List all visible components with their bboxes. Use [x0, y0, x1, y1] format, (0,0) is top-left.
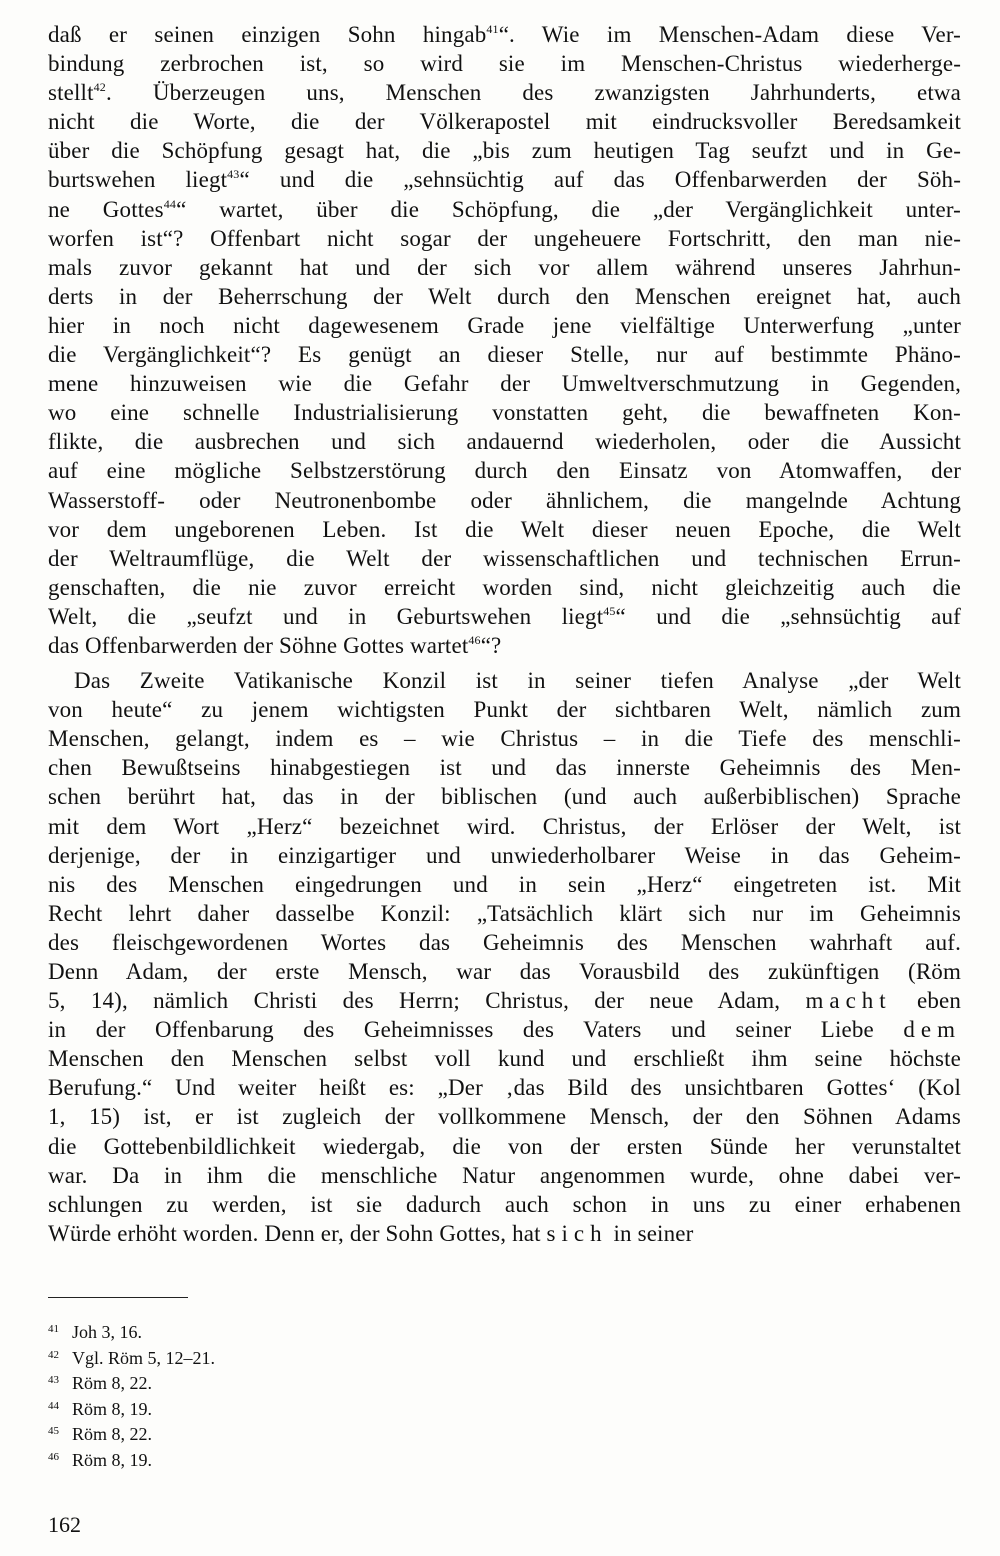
- text-run: Wasserstoff- oder Neutronenbombe oder ähnlichem, die mangelnde Achtung: [48, 487, 961, 513]
- text-line: [48, 107, 961, 136]
- text-run: in seiner: [607, 1220, 694, 1246]
- text-line: [48, 544, 961, 573]
- text-run: . Überzeugen uns, Menschen des zwanzigsten Jahrhunderts, etwa: [105, 80, 961, 106]
- text-line: [48, 398, 961, 427]
- text-line: [48, 1015, 961, 1044]
- text-run: “?: [480, 632, 502, 658]
- text-line: [48, 666, 961, 695]
- text-line: [48, 870, 961, 899]
- text-run: genschaften, die nie zuvor erreicht worden sind, nicht gleichzeitig auch die: [48, 574, 961, 600]
- footnote-text: Röm 8, 19.: [72, 1449, 153, 1470]
- text-run: nis des Menschen eingedrungen und in sein „Herz“ eingetreten ist. Mit: [48, 871, 961, 897]
- text-line: [48, 456, 961, 485]
- text-run: über die Schöpfung gesagt hat, die „bis zum heutigen Tag seufzt und in Ge-: [48, 138, 961, 164]
- text-line: [48, 282, 961, 311]
- text-run: Berufung.“ Und weiter heißt es: „Der ‚das Bild des unsichtbaren Gottes‘ (Kol: [48, 1075, 961, 1101]
- text-run: 1, 15) ist, er ist zugleich der vollkommene Mensch, der den Söhnen Adams: [48, 1104, 961, 1130]
- text-line: [48, 1161, 961, 1190]
- text-run: die Gottebenbildlichkeit wiedergab, die von der ersten Sünde her verunstaltet: [48, 1133, 961, 1159]
- text-line: [48, 427, 961, 456]
- text-run: schlungen zu werden, ist sie dadurch auch schon in uns zu einer erhabenen: [48, 1191, 961, 1217]
- text-run: eben: [891, 988, 961, 1014]
- text-line: [48, 782, 961, 811]
- text-run: derts in der Beherrschung der Welt durch den Menschen ereignet hat, auch: [48, 283, 961, 309]
- text-run: vor dem ungeborenen Leben. Ist die Welt dieser neuen Epoche, die Welt: [48, 516, 961, 542]
- text-line: [48, 340, 961, 369]
- text-line: [48, 1044, 961, 1073]
- body-text: [48, 20, 961, 1248]
- text-run: mit dem Wort „Herz“ bezeichnet wird. Christus, der Erlöser der Welt, ist: [48, 813, 961, 839]
- text-line: [48, 1102, 961, 1131]
- text-run: in der Offenbarung des Geheimnisses des Vaters und seiner Liebe: [48, 1017, 904, 1043]
- text-run: schen berührt hat, das in der biblischen (und auch außerbiblischen) Sprache: [48, 784, 961, 810]
- text-run: wo eine schnelle Industrialisierung vonstatten geht, die bewaffneten Kon-: [48, 400, 961, 426]
- emphasized-text: sich: [546, 1220, 608, 1246]
- text-line: [48, 631, 961, 660]
- text-line: [48, 49, 961, 78]
- footnote-text: Joh 3, 16.: [72, 1322, 143, 1342]
- text-run: Recht lehrt daher dasselbe Konzil: „Tatsächlich klärt sich nur im Geheimnis: [48, 900, 961, 926]
- footnote: 41 Joh 3, 16.: [48, 1322, 143, 1342]
- text-run: mals zuvor gekannt hat und der sich vor allem während unseres Jahrhun-: [48, 254, 961, 280]
- footnote-marker: 43: [227, 167, 240, 182]
- text-line: [48, 1190, 961, 1219]
- text-line: [48, 957, 961, 986]
- footnote-marker: 41: [486, 22, 499, 36]
- text-run: die Vergänglichkeit“? Es genügt an dieser Stelle, nur auf bestimmte Phäno-: [48, 342, 961, 368]
- text-run: chen Bewußtseins hinabgestiegen ist und das innerste Geheimnis des Men-: [48, 755, 961, 781]
- text-run: Menschen, gelangt, indem es – wie Christus – in die Tiefe des menschli-: [48, 726, 961, 752]
- text-line: [48, 602, 961, 631]
- text-run: daß er seinen einzigen Sohn hingab: [48, 22, 487, 47]
- text-run: auf eine mögliche Selbstzerstörung durch den Einsatz von Atomwaffen, der: [48, 458, 961, 484]
- text-line: [48, 928, 961, 957]
- text-line: [48, 812, 961, 841]
- text-line: [48, 695, 961, 724]
- footnote-marker: 45: [603, 603, 616, 618]
- text-run: Welt, die „seufzt und in Geburtswehen liegt: [48, 603, 604, 629]
- text-run: flikte, die ausbrechen und sich andauernd wiederholen, oder die Aussicht: [48, 429, 961, 455]
- text-line: [48, 515, 961, 544]
- text-line: [48, 1073, 961, 1102]
- text-line: [48, 253, 961, 282]
- footnote-marker: 44: [163, 196, 177, 211]
- text-run: mene hinzuweisen wie die Gefahr der Umweltverschmutzung in Gegenden,: [48, 371, 961, 397]
- text-line: [48, 753, 961, 782]
- text-run: das Offenbarwerden der Söhne Gottes wartet: [48, 632, 469, 658]
- text-run: Das Zweite Vatikanische Konzil ist in seiner tiefen Analyse „der Welt: [74, 668, 961, 694]
- footnote: 46 Röm 8, 19.: [48, 1449, 153, 1470]
- emphasized-text: dem: [903, 1017, 961, 1043]
- text-line: [48, 165, 961, 194]
- text-line: [48, 899, 961, 928]
- footnote: 45 Röm 8, 22.: [48, 1424, 153, 1444]
- footnote-marker: 46: [468, 632, 481, 647]
- text-line: [48, 224, 961, 253]
- footnote-text: Röm 8, 22.: [72, 1424, 153, 1444]
- footnote: 42 Vgl. Röm 5, 12–21.: [48, 1347, 216, 1368]
- text-line: [48, 369, 961, 398]
- text-run: “ und die „sehnsüchtig auf das Offenbarwerden der Söh-: [239, 167, 961, 193]
- footnotes: [48, 1320, 648, 1473]
- text-run: ne Gottes: [48, 196, 164, 222]
- text-line: [48, 78, 961, 107]
- text-run: “ wartet, über die Schöpfung, die „der Vergänglichkeit unter-: [176, 196, 961, 222]
- page-number: 162: [48, 1512, 81, 1537]
- text-run: Menschen den Menschen selbst voll kund und erschließt ihm seine höchste: [48, 1046, 961, 1072]
- text-run: stellt: [48, 80, 94, 106]
- text-run: burtswehen liegt: [48, 167, 228, 193]
- text-line: [48, 20, 961, 49]
- text-run: bindung zerbrochen ist, so wird sie im Menschen-Christus wiederherge-: [48, 51, 961, 77]
- text-run: nicht die Worte, die der Völkerapostel mit eindrucksvoller Beredsamkeit: [48, 109, 961, 135]
- text-run: hier in noch nicht dagewesenem Grade jene vielfältige Unterwerfung „unter: [48, 312, 961, 338]
- text-line: [48, 1219, 961, 1248]
- text-line: [48, 841, 961, 870]
- text-run: war. Da in ihm die menschliche Natur angenommen wurde, ohne dabei ver-: [48, 1162, 961, 1188]
- footnote: 44 Röm 8, 19.: [48, 1398, 153, 1419]
- text-run: der Weltraumflüge, die Welt der wissenschaftlichen und technischen Errun-: [48, 545, 961, 571]
- footnote: 43 Röm 8, 22.: [48, 1373, 153, 1393]
- text-line: [48, 986, 961, 1015]
- text-line: [48, 1132, 961, 1161]
- text-run: Würde erhöht worden. Denn er, der Sohn Gottes, hat: [48, 1220, 547, 1246]
- footnote-text: Röm 8, 22.: [72, 1373, 153, 1393]
- text-run: worfen ist“? Offenbart nicht sogar der ungeheuere Fortschritt, den man nie-: [48, 225, 961, 251]
- footnote-divider: [48, 1297, 188, 1298]
- emphasized-text: macht: [805, 988, 892, 1014]
- text-run: Denn Adam, der erste Mensch, war das Vorausbild des zukünftigen (Röm: [48, 959, 961, 984]
- text-run: des fleischgewordenen Wortes das Geheimnis des Menschen wahrhaft auf.: [48, 929, 961, 955]
- text-line: [48, 195, 961, 224]
- text-line: [48, 311, 961, 340]
- text-run: derjenige, der in einzigartiger und unwiederholbarer Weise in das Geheim-: [48, 842, 961, 868]
- text-line: [48, 724, 961, 753]
- footnote-text: Röm 8, 19.: [72, 1398, 153, 1419]
- text-line: [48, 136, 961, 165]
- footnote-marker: 42: [93, 80, 106, 95]
- text-run: von heute“ zu jenem wichtigsten Punkt der sichtbaren Welt, nämlich zum: [48, 697, 961, 723]
- text-run: “ und die „sehnsüchtig auf: [615, 603, 961, 629]
- text-run: “. Wie im Menschen-Adam diese Ver-: [498, 22, 961, 47]
- text-run: 5, 14), nämlich Christi des Herrn; Christus, der neue Adam,: [48, 988, 806, 1014]
- footnote-text: Vgl. Röm 5, 12–21.: [72, 1347, 216, 1368]
- text-line: [48, 486, 961, 515]
- text-line: [48, 573, 961, 602]
